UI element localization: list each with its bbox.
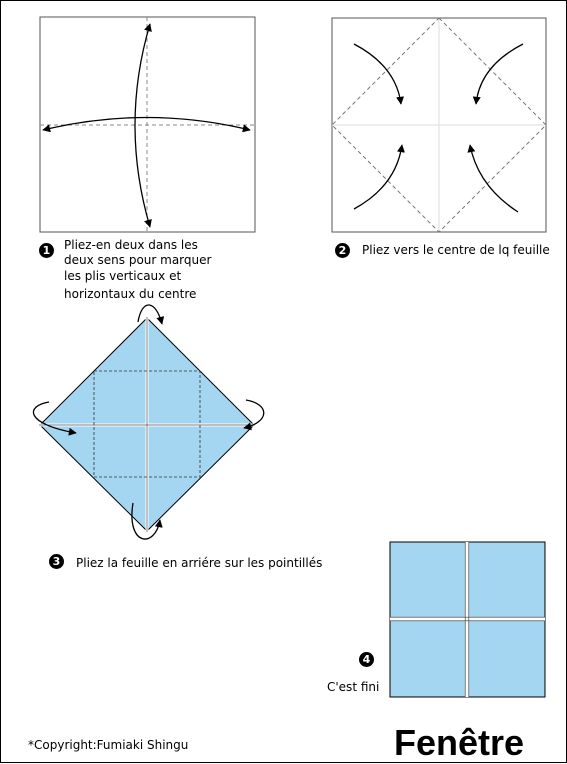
step1-line-3: les plis verticaux et [64, 269, 182, 283]
step3-number: 3 [49, 554, 64, 569]
step1-line-2: deux sens pour marquer [64, 253, 212, 267]
step3-line-1: Pliez la feuille en arriére sur les pointillés [76, 556, 323, 570]
step1-line-4: horizontaux du centre [64, 287, 197, 301]
step4-number: 4 [359, 652, 374, 667]
step1-number: 1 [39, 243, 54, 258]
step4-diagram [390, 542, 545, 697]
step2-diagram [332, 18, 546, 232]
step4-line-1: C'est fini [327, 680, 380, 694]
step1-diagram [40, 17, 255, 232]
step2-number: 2 [335, 243, 350, 258]
step3-diagram [33, 305, 263, 539]
step1-line-1: Pliez-en deux dans les [64, 238, 198, 252]
page-title: Fenêtre [394, 722, 525, 763]
step2-line-1: Pliez vers le centre de lq feuille [362, 243, 550, 257]
copyright: *Copyright:Fumiaki Shingu [28, 738, 189, 752]
